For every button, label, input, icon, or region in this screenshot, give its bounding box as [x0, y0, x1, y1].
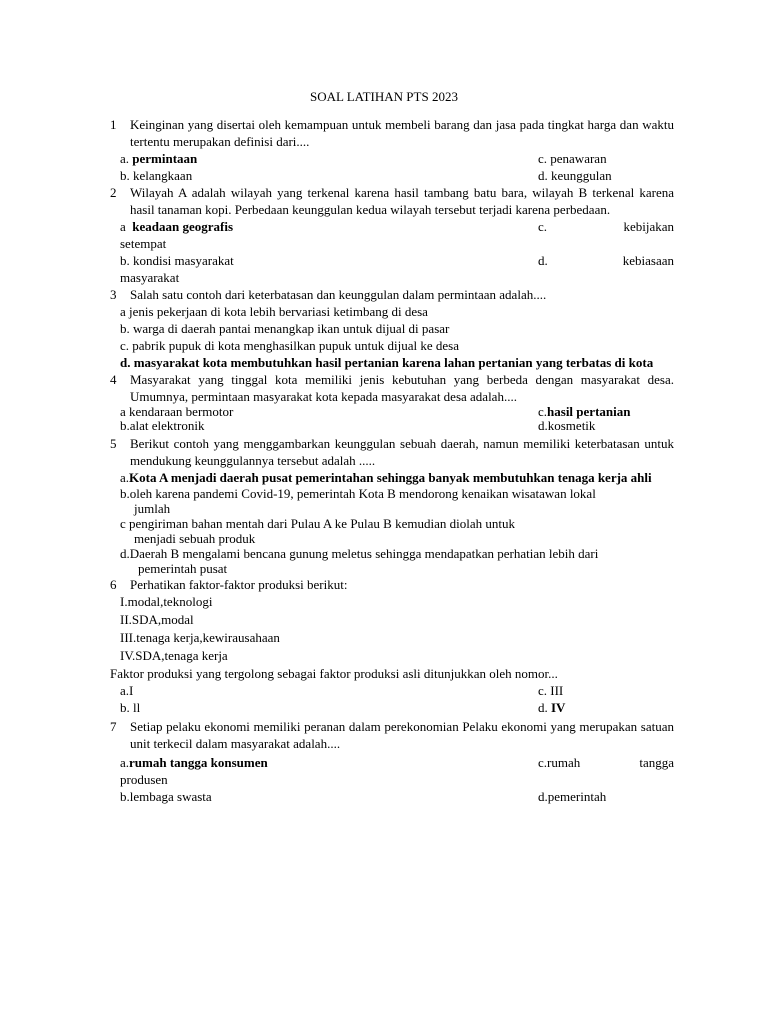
- list-item: II.SDA,modal: [120, 612, 194, 627]
- question-number: 1: [110, 117, 117, 132]
- question-1: [110, 116, 674, 150]
- option-label: d.: [538, 253, 548, 268]
- option-b: b.oleh karena pandemi Covid-19, pemerintah Kota B mendorong kenaikan wisatawan lokal: [120, 486, 596, 501]
- option-label: a.: [120, 755, 130, 770]
- option-text: kebiasaan: [622, 253, 674, 268]
- option-label: a: [120, 219, 133, 234]
- option-d: d.kosmetik: [538, 418, 596, 433]
- question-text: Salah satu contoh dari keterbatasan dan keunggulan dalam permintaan adalah....: [130, 287, 547, 302]
- list-item: I.modal,teknologi: [120, 594, 213, 609]
- option-row: [110, 218, 674, 235]
- question-7: [110, 718, 674, 752]
- question-prompt: Faktor produksi yang tergolong sebagai faktor produksi asli ditunjukkan oleh nomor...: [110, 666, 558, 681]
- option-b: b.lembaga swasta: [120, 789, 212, 804]
- option-a: [120, 150, 538, 167]
- option-row: [110, 419, 674, 433]
- option-c-continued: produsen: [120, 772, 168, 787]
- answer-option: permintaan: [132, 151, 198, 166]
- option-row: [110, 754, 674, 771]
- option-c-continued: setempat: [120, 236, 167, 251]
- question-text: Wilayah A adalah wilayah yang terkenal karena hasil tambang batu bara, wilayah B terkenal karena hasil tanaman kopi. Perbedaan keunggulan kedua wilayah tersebut terjadi karena perbedaan.: [130, 185, 674, 217]
- question-text: Keinginan yang disertai oleh kemampuan untuk membeli barang dan jasa pada tingkat harga dan waktu tertentu merupakan definisi dari....: [130, 117, 674, 149]
- question-number: 6: [110, 577, 117, 592]
- option-c: [538, 754, 674, 771]
- option-c: c. penawaran: [538, 151, 607, 166]
- question-3: [110, 286, 674, 303]
- option-b: b.alat elektronik: [120, 418, 205, 433]
- option-c-continued: menjadi sebuah produk: [134, 531, 256, 546]
- option-row: [110, 682, 674, 699]
- option-row: [110, 788, 674, 805]
- option-d-continued: masyarakat: [120, 270, 180, 285]
- answer-option: keadaan geografis: [132, 219, 234, 234]
- question-4: [110, 371, 674, 405]
- option-label: d.: [538, 700, 551, 715]
- option-c: c. III: [538, 683, 564, 698]
- question-list: [110, 116, 674, 805]
- question-number: 2: [110, 185, 117, 200]
- option-label: a.: [120, 470, 130, 485]
- option-b: b. kelangkaan: [120, 168, 193, 183]
- option-b: b. kondisi masyarakat: [120, 253, 234, 268]
- option-b: b. warga di daerah pantai menangkap ikan untuk dijual di pasar: [120, 321, 450, 336]
- list-item: IV.SDA,tenaga kerja: [120, 648, 228, 663]
- question-6: [110, 576, 674, 593]
- answer-option: Kota A menjadi daerah pusat pemerintahan sehingga banyak membutuhkan tenaga kerja ahli: [129, 470, 652, 485]
- option-d: d.Daerah B mengalami bencana gunung meletus sehingga mendapatkan perhatian lebih dari: [120, 546, 599, 561]
- answer-option: rumah tangga konsumen: [129, 755, 268, 770]
- option-a: a jenis pekerjaan di kota lebih bervariasi ketimbang di desa: [120, 304, 428, 319]
- option-c: [538, 405, 674, 419]
- option-a: [120, 754, 538, 771]
- option-b-continued: jumlah: [134, 501, 171, 516]
- option-label: c.rumah: [538, 755, 581, 770]
- question-text: Setiap pelaku ekonomi memiliki peranan dalam perekonomian Pelaku ekonomi yang merupakan satuan unit terkecil dalam masyarakat adalah....: [130, 719, 674, 751]
- question-text: Masyarakat yang tinggal kota memiliki jenis kebutuhan yang berbeda dengan masyarakat desa. Umumnya, permintaan masyarakat kota kepada masyarakat desa adalah....: [130, 372, 674, 404]
- answer-option: hasil pertanian: [547, 404, 631, 419]
- option-text: kebijakan: [623, 219, 674, 234]
- option-d: [538, 699, 674, 716]
- option-a: a kendaraan bermotor: [120, 404, 234, 419]
- option-label: a.: [120, 151, 133, 166]
- option-text: tangga: [639, 755, 674, 770]
- list-item: III.tenaga kerja,kewirausahaan: [120, 630, 280, 645]
- option-b: b. ll: [120, 700, 141, 715]
- option-d: [538, 252, 674, 269]
- option-row: [110, 150, 674, 167]
- answer-option: d. masyarakat kota membutuhkan hasil pertanian karena lahan pertanian yang terbatas di kota: [120, 355, 654, 370]
- question-number: 3: [110, 287, 117, 302]
- question-2: [110, 184, 674, 218]
- option-row: [110, 405, 674, 419]
- option-a: a.I: [120, 683, 134, 698]
- question-number: 5: [110, 436, 117, 451]
- question-number: 4: [110, 372, 117, 387]
- question-number: 7: [110, 719, 117, 734]
- option-row: [110, 252, 674, 269]
- option-c: c. pabrik pupuk di kota menghasilkan pupuk untuk dijual ke desa: [120, 338, 460, 353]
- option-row: [110, 699, 674, 716]
- option-c: [538, 218, 674, 235]
- option-a: [120, 218, 538, 235]
- answer-option: IV: [551, 700, 566, 715]
- option-d-continued: pemerintah pusat: [138, 561, 228, 576]
- option-label: c.: [538, 219, 548, 234]
- option-row: [110, 167, 674, 184]
- question-5: [110, 435, 674, 469]
- option-a: [110, 469, 674, 486]
- page-title: SOAL LATIHAN PTS 2023: [310, 89, 458, 104]
- option-d: d. keunggulan: [538, 168, 612, 183]
- option-d: d.pemerintah: [538, 789, 607, 804]
- question-text: Perhatikan faktor-faktor produksi berikut:: [130, 577, 348, 592]
- option-c: c pengiriman bahan mentah dari Pulau A ke Pulau B kemudian diolah untuk: [120, 516, 515, 531]
- question-text: Berikut contoh yang menggambarkan keunggulan sebuah daerah, namun memiliki keterbatasan untuk mendukung keunggulannya tersebut adalah .....: [130, 436, 674, 468]
- option-label: c.: [538, 404, 548, 419]
